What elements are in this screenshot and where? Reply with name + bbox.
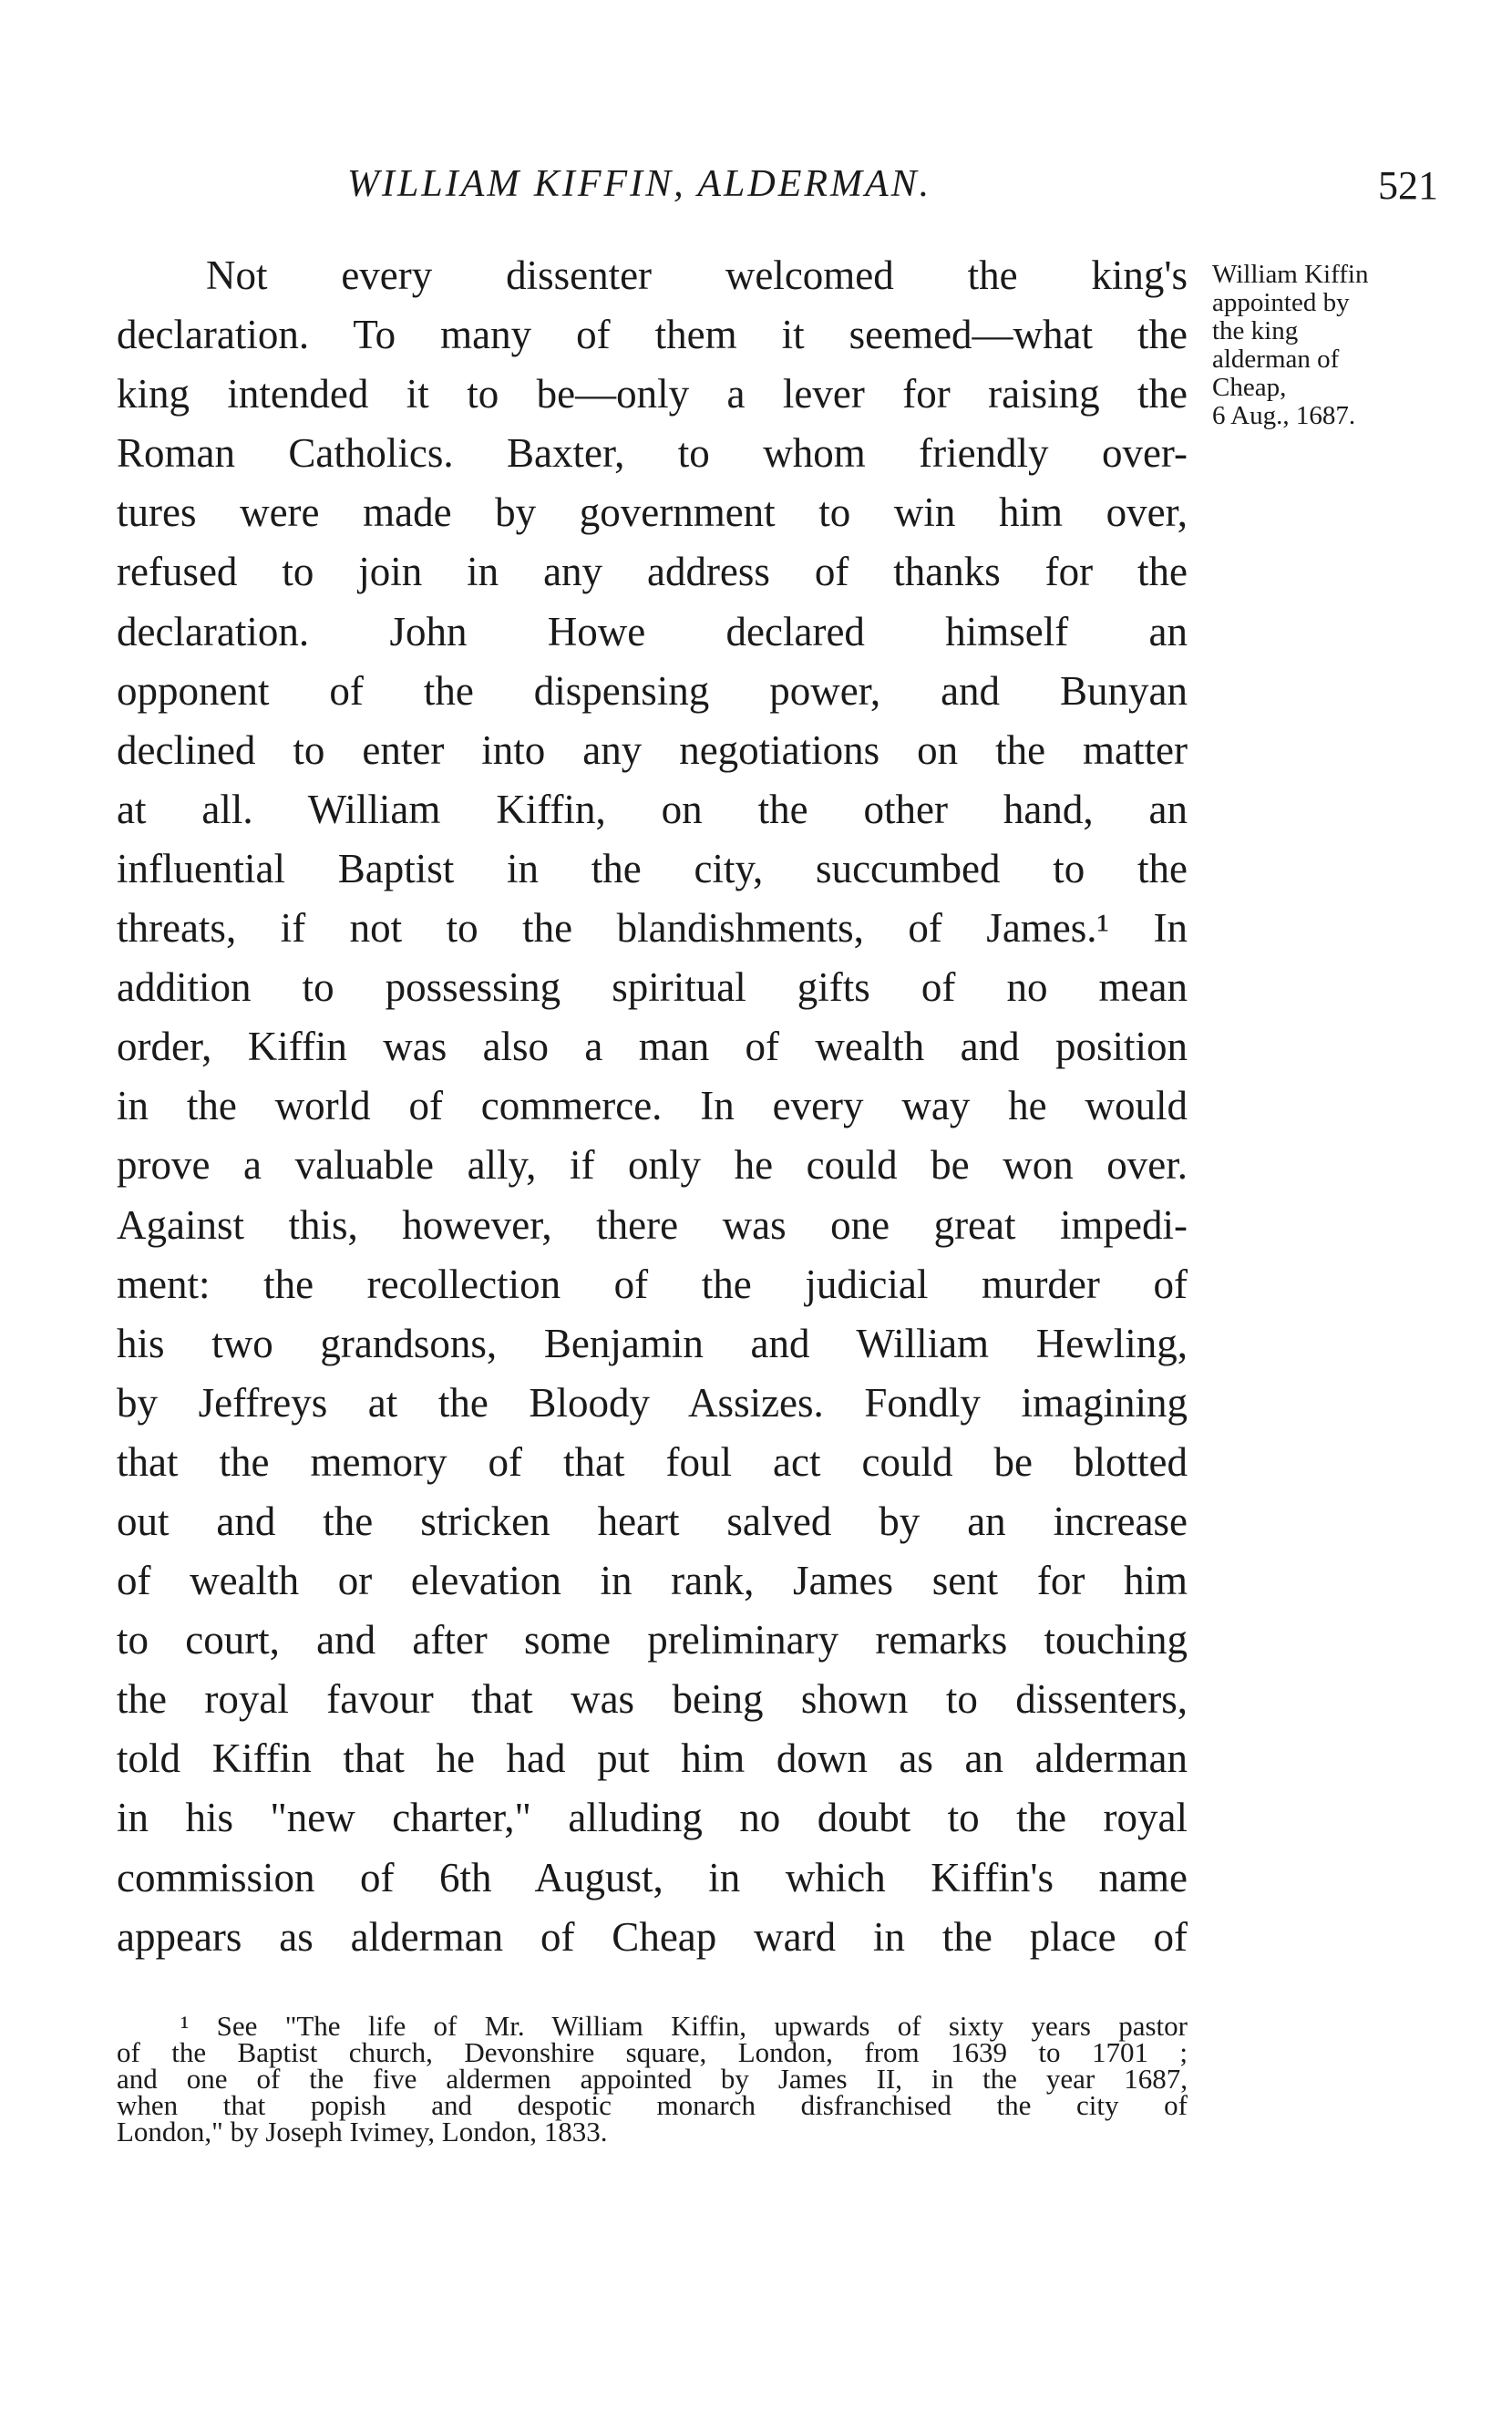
body-line: Against this, however, there was one great impedi-	[117, 1201, 1188, 1248]
body-line: that the memory of that foul act could be blotted	[117, 1438, 1188, 1485]
body-line: in the world of commerce. In every way he would	[117, 1083, 1188, 1129]
body-line: to court, and after some preliminary remarks touching	[117, 1617, 1188, 1663]
body-line: in his "new charter," alluding no doubt to the royal	[117, 1795, 1188, 1841]
running-title: WILLIAM KIFFIN, ALDERMAN.	[347, 163, 932, 205]
body-text	[117, 246, 1188, 1967]
body-line: Not every dissenter welcomed the king's	[206, 252, 1188, 298]
footnote	[117, 2010, 1188, 2147]
body-line: declaration. John Howe declared himself an	[117, 608, 1188, 654]
body-line: opponent of the dispensing power, and Bunyan	[117, 667, 1188, 714]
body-line: order, Kiffin was also a man of wealth and position	[117, 1024, 1188, 1070]
body-line: king intended it to be—only a lever for raising the	[117, 371, 1188, 417]
body-line: prove a valuable ally, if only he could be won over.	[117, 1142, 1188, 1189]
body-line: ment: the recollection of the judicial murder of	[117, 1261, 1188, 1307]
body-line: threats, if not to the blandishments, of James.¹ In	[117, 905, 1188, 952]
sidenote-line: 6 Aug., 1687.	[1212, 401, 1356, 430]
body-line: by Jeffreys at the Bloody Assizes. Fondly imagining	[117, 1379, 1188, 1426]
margin-sidenote	[1212, 261, 1449, 430]
body-line: refused to join in any address of thanks for the	[117, 549, 1188, 595]
footnote-line: of the Baptist church, Devonshire square, London, from 1639 to 1701 ;	[117, 2036, 1188, 2068]
body-line: out and the stricken heart salved by an increase	[117, 1498, 1188, 1544]
body-line: told Kiffin that he had put him down as an alderman	[117, 1735, 1188, 1782]
body-line: the royal favour that was being shown to dissenters,	[117, 1676, 1188, 1723]
footnote-line: London," by Joseph Ivimey, London, 1833.	[117, 2116, 608, 2147]
sidenote-line: William Kiffin	[1212, 260, 1369, 289]
footnote-line: and one of the five aldermen appointed by James II, in the year 1687,	[117, 2063, 1188, 2095]
sidenote-line: appointed by	[1212, 288, 1350, 317]
body-line: commission of 6th August, in which Kiffin's name	[117, 1854, 1188, 1900]
sidenote-line: alderman of	[1212, 345, 1340, 374]
body-line: declaration. To many of them it seemed—what the	[117, 312, 1188, 358]
body-line: influential Baptist in the city, succumbed to the	[117, 845, 1188, 891]
body-line: of wealth or elevation in rank, James sent for him	[117, 1558, 1188, 1604]
sidenote-line: the king	[1212, 316, 1299, 345]
sidenote-line: Cheap,	[1212, 373, 1287, 402]
footnote-line: when that popish and despotic monarch disfranchised the city of	[117, 2089, 1188, 2121]
page-number: 521	[1378, 163, 1438, 208]
footnote-line: ¹ See "The life of Mr. William Kiffin, upwards of sixty years pastor	[180, 2010, 1188, 2042]
body-line: addition to possessing spiritual gifts of no mean	[117, 964, 1188, 1011]
body-line: tures were made by government to win him over,	[117, 489, 1188, 536]
body-line: at all. William Kiffin, on the other hand, an	[117, 786, 1188, 832]
body-line: appears as alderman of Cheap ward in the place of	[117, 1913, 1188, 1960]
running-head	[117, 153, 1438, 217]
body-line: declined to enter into any negotiations on the matter	[117, 726, 1188, 773]
body-line: his two grandsons, Benjamin and William Hewling,	[117, 1320, 1188, 1366]
body-line: Roman Catholics. Baxter, to whom friendly over-	[117, 430, 1188, 477]
